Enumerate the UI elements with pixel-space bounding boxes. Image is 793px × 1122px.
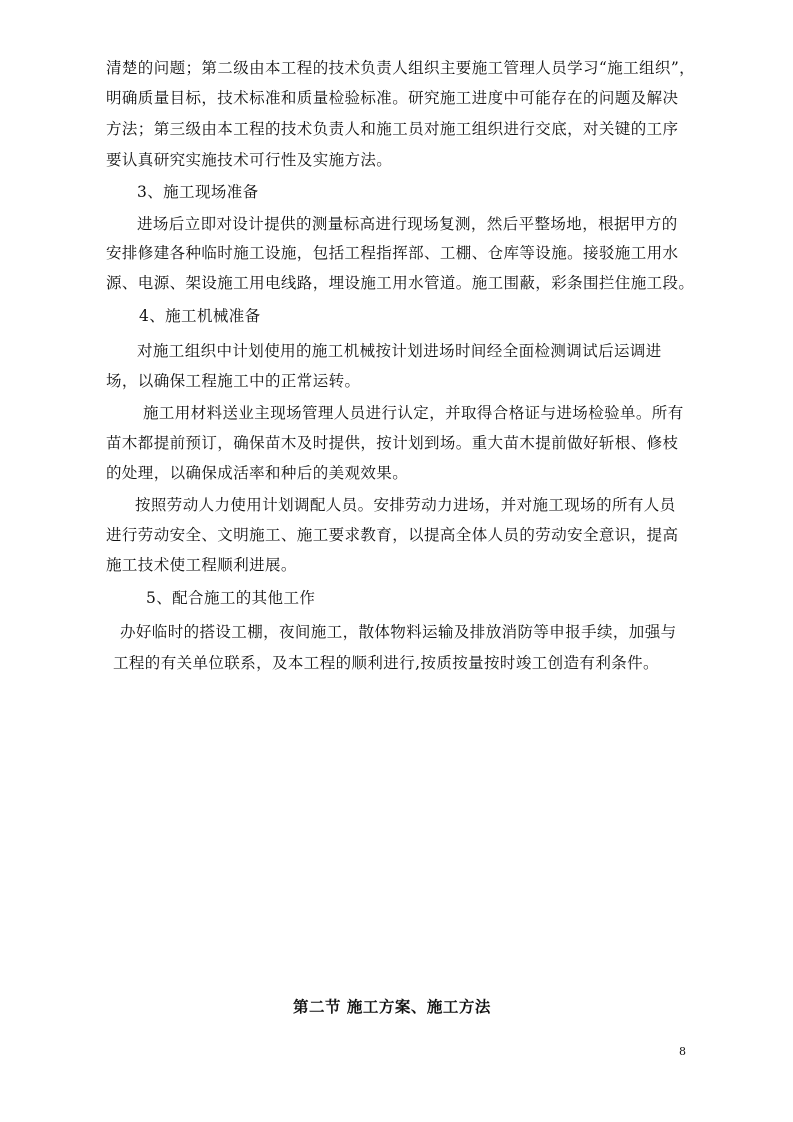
paragraph-line: 苗木都提前预订，确保苗木及时提供，按计划到场。重大苗木提前做好斩根、修枝 — [106, 434, 679, 452]
paragraph-line: 方法；第三级由本工程的技术负责人和施工员对施工组织进行交底，对关键的工序 — [106, 120, 679, 138]
paragraph-line: 按照劳动人力使用计划调配人员。安排劳动力进场，并对施工现场的所有人员 — [135, 496, 676, 514]
paragraph-line: 施工技术使工程顺利进展。 — [106, 556, 297, 574]
paragraph-line: 清楚的问题；第二级由本工程的技术负责人组织主要施工管理人员学习“施工组织”， — [106, 59, 696, 77]
paragraph-line: 办好临时的搭设工棚，夜间施工，散体物料运输及排放消防等申报手续，加强与 — [120, 623, 677, 641]
paragraph-line: 安排修建各种临时施工设施，包括工程指挥部、工棚、仓库等设施。接驳施工用水 — [106, 244, 679, 262]
paragraph-line: 源、电源、架设施工用电线路，埋设施工用水管道。施工围蔽，彩条围拦住施工段。 — [106, 274, 695, 292]
page-number: 8 — [679, 1045, 686, 1058]
subheading-4: 4、施工机械准备 — [139, 307, 261, 325]
subheading-5: 5、配合施工的其他工作 — [146, 589, 316, 607]
subheading-3: 3、施工现场准备 — [137, 183, 259, 201]
paragraph-line: 场，以确保工程施工中的正常运转。 — [106, 372, 361, 390]
paragraph-line: 对施工组织中计划使用的施工机械按计划进场时间经全面检测调试后运调进 — [137, 342, 662, 360]
paragraph-line: 进行劳动安全、文明施工、施工要求教育，以提高全体人员的劳动安全意识，提高 — [106, 526, 679, 544]
paragraph-line: 的处理，以确保成活率和种后的美观效果。 — [106, 464, 409, 482]
paragraph-line: 施工用材料送业主现场管理人员进行认定，并取得合格证与进场检验单。所有 — [143, 404, 684, 422]
paragraph-line: 要认真研究实施技术可行性及实施方法。 — [106, 151, 393, 169]
section-heading: 第二节 施工方案、施工方法 — [293, 997, 491, 1016]
paragraph-line: 进场后立即对设计提供的测量标高进行现场复测，然后平整场地，根据甲方的 — [137, 215, 678, 233]
paragraph-line: 工程的有关单位联系，及本工程的顺利进行,按质按量按时竣工创造有利条件。 — [113, 654, 659, 672]
paragraph-line: 明确质量目标，技术标准和质量检验标准。研究施工进度中可能存在的问题及解决 — [106, 89, 679, 107]
